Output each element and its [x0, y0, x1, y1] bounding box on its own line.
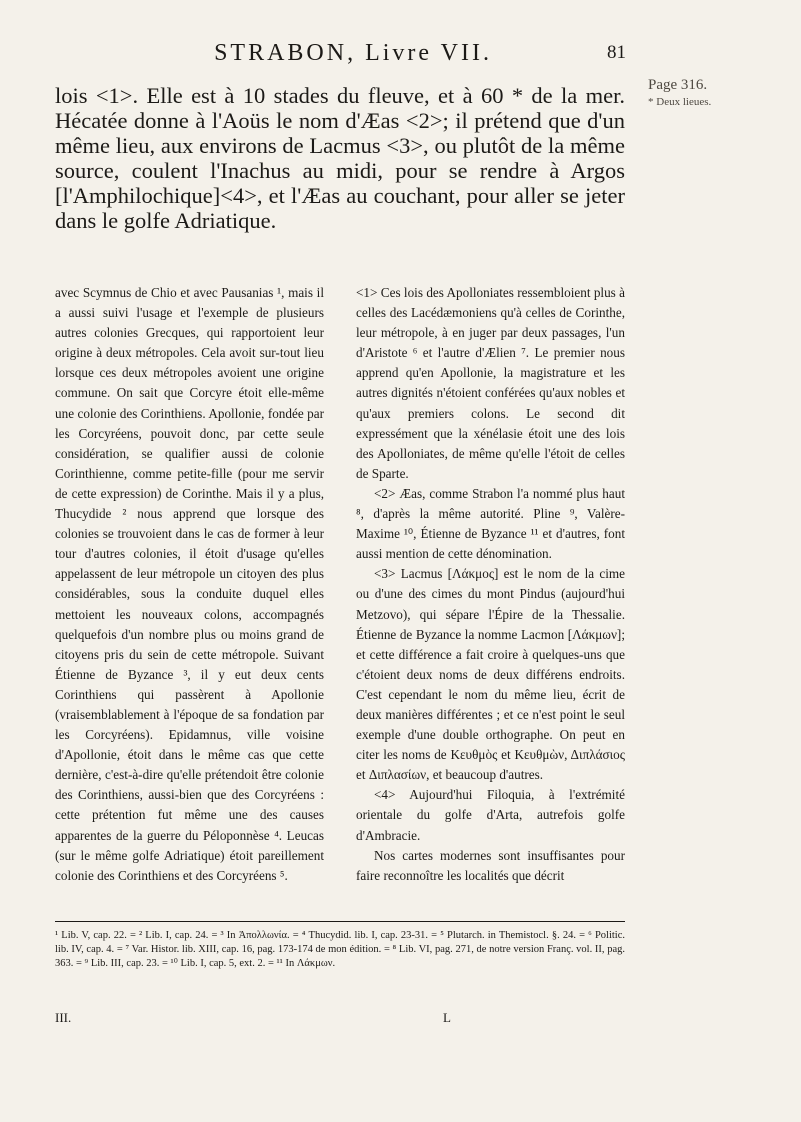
page-number: 81 — [607, 42, 626, 63]
signature-mid: L — [443, 1010, 451, 1025]
note-3: <3> Lacmus [Λάκμος] est le nom de la cime ou d'une des cimes du mont Pindus (aujourd'hui Metzovo), qui sépare l'Épire de la Thessalie. Étienne de Byzance la nomme Lacmon [Λάκμων]; et cette différence a fait croire à quelques-uns que c'étoient deux noms de deux différens endroits. C'est cependant le nom du même lieu, écrit de deux manières différentes ; et ce n'est point le seul exemple d'une double orthographe. On peut en citer les noms de Κευθμὸς et Κευθμὼν, Διπλάσιος et Διπλασίων, et beaucoup d'autres. — [356, 566, 625, 783]
running-header: STRABON, Livre VII. — [214, 40, 492, 66]
signature-left: III. — [55, 1010, 72, 1025]
note-1: <1> Ces lois des Apolloniates ressembloient plus à celles des Lacédæmoniens qu'à celles de Corinthe, leur métropole, à en juger par deux passages, l'un d'Aristote ⁶ et l'autre d'Ælien ⁷. Le premier nous apprend qu'en Apollonie, la magistrature et les autres dignités n'étoient conférées qu'aux nobles et qu'aux premiers colons. Le second dit expressément que la xénélasie étoit une des lois des Apolloniates, de même qu'elle l'étoit de celles de Sparte. — [356, 285, 625, 481]
left-column — [55, 283, 324, 886]
lead-paragraph: lois <1>. Elle est à 10 stades du fleuve, et à 60 * de la mer. Hécatée donne à l'Aoüs le nom d'Æas <2>; il prétend que d'un même lieu, aux environs de Lacmus <3>, ou plutôt de la même source, coulent l'Inachus au midi, pour se rendre à Argos [l'Amphilochique]<4>, et l'Æas au couchant, pour aller se jeter dans le golfe Adriatique. — [55, 83, 625, 233]
note-4: <4> Aujourd'hui Filoquia, à l'extrémité orientale du golfe d'Arta, autrefois golfe d'Ambracie. — [356, 787, 625, 843]
left-column-paragraph: avec Scymnus de Chio et avec Pausanias ¹, mais il a aussi suivi l'usage et l'exemple de plusieurs autres colonies Grecques, qui rapportoient leur origine à deux métropoles. Cela avoit sur-tout lieu lorsque ces deux métropoles avoient une origine commune. On sait que Corcyre étoit elle-même une colonie des Corinthiens. Apollonie, fondée par les Corcyréens, pouvoit donc, par cette seule considération, se qualifier aussi de colonie Corinthienne, comme petite-fille (pour me servir de cette expression) de Corinthe. Mais il y a plus, Thucydide ² nous apprend que lorsque des colonies se trouvoient dans le cas de former à leur tour d'autres colonies, il étoit d'usage qu'elles appelassent de leur métropole un citoyen des plus considérables, sous la conduite duquel elles mettoient les nouveaux colons, accompagnés quelquefois d'un nombre plus ou moins grand de citoyens pris du sein de cette métropole. Suivant Étienne de Byzance ³, il y eut deux cents Corinthiens qui passèrent à Apollonie (vraisemblablement à l'époque de sa fondation par les Corcyréens). Epidamnus, ville voisine d'Apollonie, étoit dans le même cas que cette dernière, c'est-à-dire qu'elle prétendoit être colonie des Corinthiens, aussi-bien que des Corcyréens : cette prétention fut même une des causes apparentes de la guerre du Péloponnèse ⁴. Leucas (sur le même golfe Adriatique) étoit pareillement colonie des Corinthiens et des Corcyréens ⁵. — [55, 285, 324, 883]
note-2: <2> Æas, comme Strabon l'a nommé plus haut ⁸, d'après la même autorité. Pline ⁹, Valère-Maxime ¹⁰, Étienne de Byzance ¹¹ et d'autres, font aussi mention de cette dénomination. — [356, 485, 625, 562]
margin-page-reference: Page 316. — [648, 77, 708, 93]
two-column-text — [55, 283, 625, 903]
note-5: Nos cartes modernes sont insuffisantes pour faire reconnoître les localités que décrit — [356, 847, 625, 883]
margin-footnote: * Deux lieues. — [648, 96, 712, 108]
right-column — [356, 283, 625, 886]
footnote-divider — [55, 921, 625, 922]
footnotes: ¹ Lib. V, cap. 22. = ² Lib. I, cap. 24. = ³ In Ἀπολλωνία. = ⁴ Thucydid. lib. I, cap. 23-31. = ⁵ Plutarch. in Themistocl. §. 24. = ⁶ Politic. lib. IV, cap. 4. = ⁷ Var. Histor. lib. XIII, cap. 16, pag. 173-174 de mon édition. = ⁸ Lib. VI, pag. 271, de notre version Franç. vol. II, pag. 363. = ⁹ Lib. III, cap. 23. = ¹⁰ Lib. I, cap. 5, ext. 2. = ¹¹ In Λάκμων. — [55, 930, 625, 969]
margin-note — [648, 77, 788, 108]
